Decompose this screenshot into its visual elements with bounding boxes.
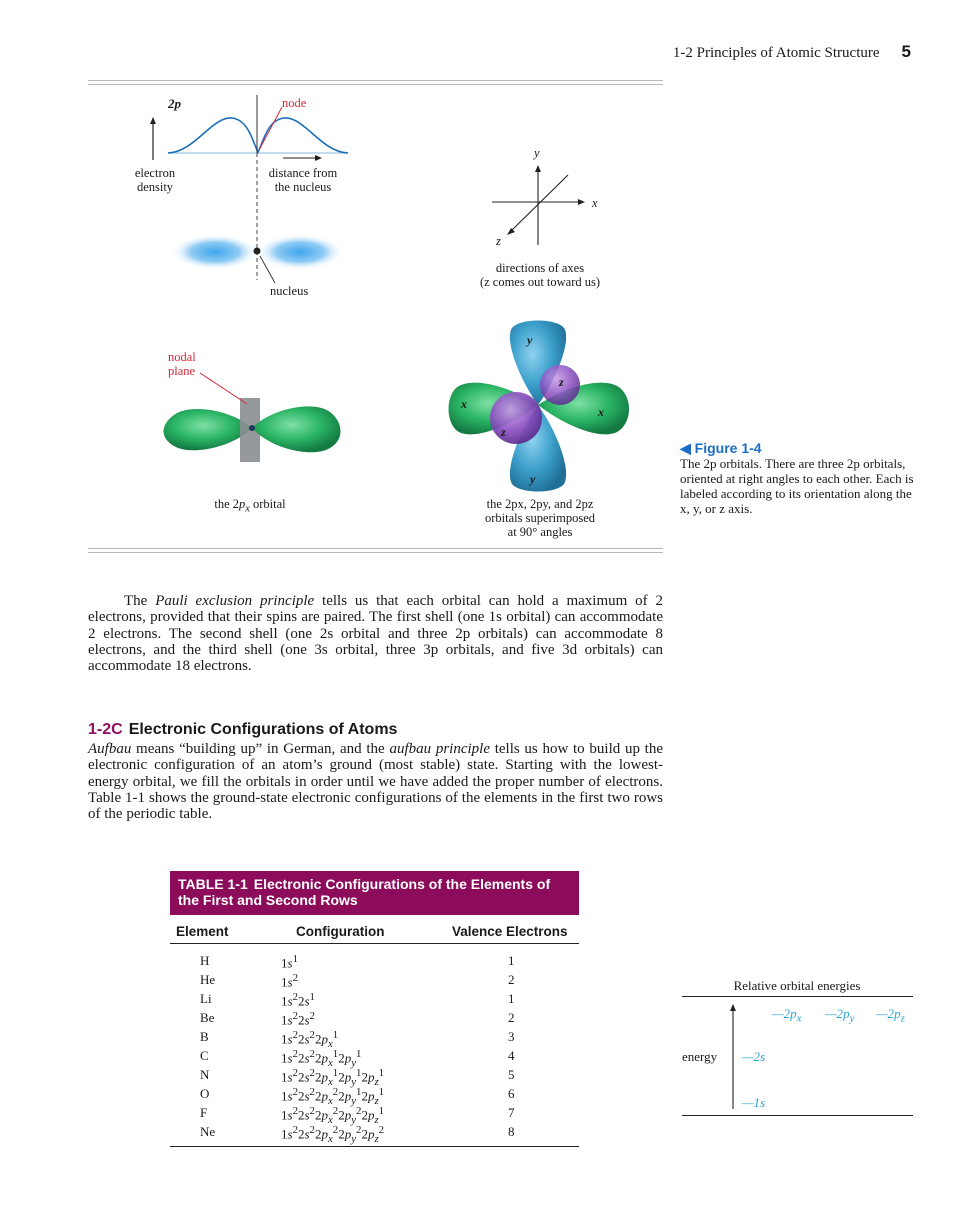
orbital-label-x-left: x <box>461 397 467 411</box>
x-axis-label-line2: the nucleus <box>274 180 332 194</box>
section-title: Electronic Configurations of Atoms <box>128 721 398 738</box>
cell-valence: 4 <box>508 1048 515 1063</box>
energy-diagram-bottom-rule <box>682 1115 913 1116</box>
superimposed-caption-line3: at 90° angles <box>507 525 573 539</box>
y-axis-label <box>120 166 190 194</box>
cell-element: C <box>200 1048 209 1063</box>
level-2px: $—2p_x$ <box>772 1006 802 1025</box>
table-header-rule <box>170 943 579 944</box>
table-row <box>170 991 579 1007</box>
cell-element: H <box>200 953 210 968</box>
cell-configuration: $1s^22s^22p_x^1$ <box>281 1029 339 1050</box>
y-axis-label-line2: density <box>136 180 174 194</box>
cell-element: F <box>200 1105 208 1120</box>
page-number: 5 <box>901 42 911 61</box>
y-axis-label-line1: electron <box>134 166 176 180</box>
cell-configuration: $1s^22s^22p_x^12p_y^12p_z^1$ <box>281 1067 385 1088</box>
section-number: 1-2C <box>88 721 123 738</box>
aufbau-term-2: aufbau principle <box>389 741 490 757</box>
level-2pz: $—2p_z$ <box>876 1006 905 1025</box>
node-label: node <box>282 96 307 110</box>
cell-element: B <box>200 1029 209 1044</box>
px-caption-p: p <box>239 497 246 511</box>
cell-valence: 1 <box>508 991 515 1006</box>
orbital-label-z-bottom: z <box>501 425 506 439</box>
nucleus-label: nucleus <box>270 284 309 298</box>
table-row <box>170 1124 579 1145</box>
orbital-label-z-top: z <box>559 375 564 389</box>
px-orbital <box>164 373 341 462</box>
figure-label: ◀ Figure 1-4 <box>680 440 762 456</box>
aufbau-text-2: tells us how to build up the electronic configuration of an atom’s ground (most stable) state. Starting with the lowest-energy orbital, we fill the orbitals in order until we have added the proper number of electrons. Table 1-1 shows the ground-state electronic configurations of the elements in the first two rows of the periodic table. <box>88 741 663 823</box>
table-row <box>170 1086 579 1107</box>
axis-x-label: x <box>592 196 598 210</box>
running-title: 1-2 Principles of Atomic Structure <box>672 45 880 61</box>
section-heading <box>88 721 397 739</box>
cell-valence: 1 <box>508 953 515 968</box>
aufbau-text-1: means “building up” in German, and the <box>131 741 390 757</box>
cell-configuration: $1s^22s^22p_x^12p_y^1$ <box>281 1048 362 1069</box>
px-caption-post: orbital <box>249 497 286 511</box>
cell-element: N <box>200 1067 210 1082</box>
pauli-text-1: The <box>124 593 156 609</box>
axes-caption <box>440 261 640 289</box>
energy-axis-label: energy <box>682 1049 718 1064</box>
table-header <box>170 871 579 915</box>
energy-diagram-top-rule <box>682 996 913 997</box>
cell-configuration: $1s^1$ <box>281 953 298 971</box>
superimposed-caption-line2: orbitals superimposed <box>484 511 596 525</box>
energy-axis-arrow <box>726 1003 740 1111</box>
pauli-term: Pauli exclusion principle <box>155 593 315 609</box>
axis-y-label: y <box>534 146 540 160</box>
cell-element: O <box>200 1086 210 1101</box>
figure-caption <box>680 441 920 516</box>
table-bottom-rule <box>170 1146 579 1147</box>
axes-caption-line1: directions of axes <box>495 261 585 275</box>
aufbau-paragraph <box>88 741 663 822</box>
cell-configuration: $1s^22s^1$ <box>281 991 315 1009</box>
column-header-configuration: Configuration <box>296 924 385 939</box>
px-caption-pre: the 2 <box>214 497 239 511</box>
energy-diagram-title: Relative orbital energies <box>733 978 861 993</box>
cell-element: Li <box>200 991 212 1006</box>
table-number: TABLE 1-1 <box>178 876 248 892</box>
orbital-label-y-bottom: y <box>530 472 536 486</box>
cell-element: Ne <box>200 1124 216 1139</box>
level-2s: —2s <box>742 1049 766 1064</box>
cell-valence: 5 <box>508 1067 515 1082</box>
axis-z-label: z <box>496 234 501 248</box>
cell-element: Be <box>200 1010 215 1025</box>
table-row <box>170 1048 579 1069</box>
nodal-plane-line1: nodal <box>168 350 196 364</box>
table-row <box>170 1067 579 1088</box>
px-caption-sub: x <box>245 503 250 515</box>
table-row <box>170 972 579 988</box>
cell-valence: 7 <box>508 1105 515 1120</box>
cell-configuration: $1s^2$ <box>281 972 298 990</box>
orbital-2p-label: 2p <box>168 96 181 111</box>
level-2py: $—2p_y$ <box>825 1006 855 1025</box>
cell-element: He <box>200 972 216 987</box>
cell-configuration: $1s^22s^22p_x^22p_y^22p_z^1$ <box>281 1105 385 1126</box>
cell-valence: 2 <box>508 1010 515 1025</box>
cell-valence: 3 <box>508 1029 515 1044</box>
pauli-paragraph <box>88 593 663 674</box>
x-axis-label <box>258 166 348 194</box>
cell-configuration: $1s^22s^22p_x^22p_y^12p_z^1$ <box>281 1086 385 1107</box>
cell-configuration: $1s^22s^22p_x^22p_y^22p_z^2$ <box>281 1124 385 1145</box>
level-1s: —1s <box>742 1095 766 1110</box>
cell-configuration: $1s^22s^2$ <box>281 1010 315 1028</box>
nodal-plane-label <box>168 350 196 378</box>
table-row <box>170 1010 579 1026</box>
column-header-element: Element <box>176 924 229 939</box>
table-row <box>170 953 579 969</box>
figure-caption-text: The 2p orbitals. There are three 2p orbitals, oriented at right angles to each other. Each is labeled according to its orientation along the x, y, or z axis. <box>680 456 914 516</box>
superimposed-caption <box>440 497 640 539</box>
table-row <box>170 1105 579 1126</box>
x-axis-label-line1: distance from <box>268 166 338 180</box>
table-row <box>170 1029 579 1050</box>
axes-diagram <box>492 165 585 245</box>
cell-valence: 6 <box>508 1086 515 1101</box>
pauli-text-2: tells us that each orbital can hold a maximum of 2 electrons, provided that their spins are paired. The first shell (one 1s orbital) can accommodate 2 electrons. The second shell (one 2s orbital and three 2p orbitals) can accommodate 8 electrons, and the third shell (one 3s orbital, three 3p orbitals, and five 3d orbitals) can accommodate 18 electrons. <box>88 593 664 675</box>
nodal-plane-line2: plane <box>168 364 196 378</box>
table-title: Electronic Configurations of the Elements of the First and Second Rows <box>178 876 551 908</box>
px-orbital-caption <box>170 497 330 517</box>
column-header-valence: Valence Electrons <box>452 924 568 939</box>
cell-valence: 2 <box>508 972 515 987</box>
orbital-label-y-top: y <box>527 333 533 347</box>
superimposed-caption-line1: the 2px, 2py, and 2pz <box>486 497 594 511</box>
aufbau-term-1: Aufbau <box>88 741 132 757</box>
axes-caption-line2: (z comes out toward us) <box>479 275 601 289</box>
cell-valence: 8 <box>508 1124 515 1139</box>
orbital-label-x-right: x <box>598 405 604 419</box>
